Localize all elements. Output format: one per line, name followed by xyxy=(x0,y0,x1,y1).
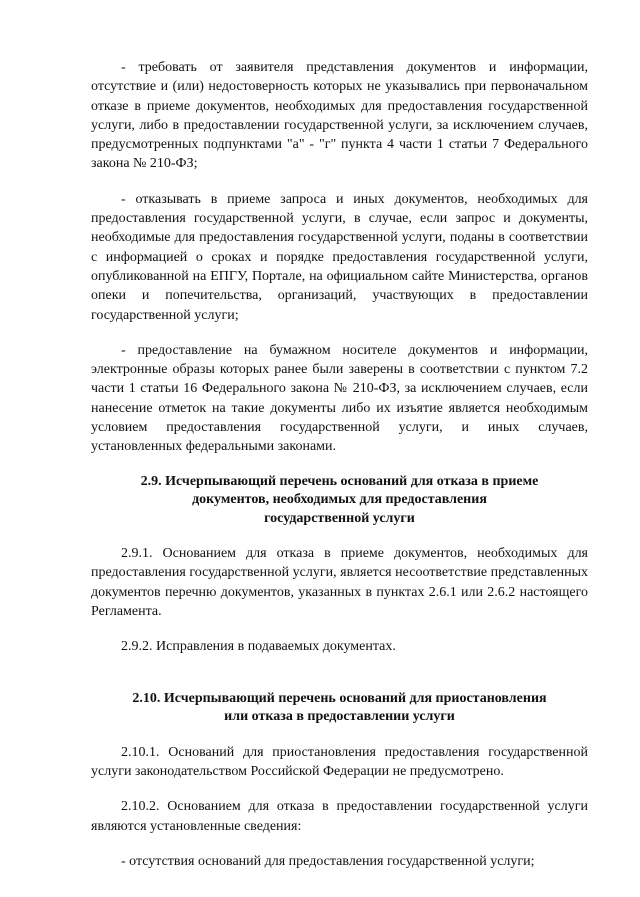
heading-2-10-line2: или отказа в предоставлении услуги xyxy=(224,709,455,725)
heading-2-9-line2: документов, необходимых для предоставления xyxy=(192,492,487,508)
heading-2-10-line1: 2.10. Исчерпывающий перечень оснований для приостановления xyxy=(132,690,547,706)
paragraph-2-9-1: 2.9.1. Основанием для отказа в приеме документов, необходимых для предоставления государственной услуги, является несоответствие представленных документов перечню документов, указанных в пунктах 2.6.1 или 2.6.2 настоящего Регламента. xyxy=(91,546,588,620)
heading-2-9-line3: государственной услуги xyxy=(264,510,415,526)
paragraph-2-10-1: 2.10.1. Оснований для приостановления предоставления государственной услуги законодательством Российской Федерации не предусмотрено. xyxy=(91,744,588,779)
paragraph-requirement-documents: - требовать от заявителя представления документов и информации, отсутствие и (или) недостоверность которых не указывались при первоначальном отказе в приеме документов, необходимых для предоставления государственной услуги, либо в предоставлении государственной услуги, за исключением случаев, предусмотренных подпунктами "а" - "г" пункта 4 части 1 статьи 7 Федерального закона № 210-ФЗ; xyxy=(91,60,588,172)
document-body xyxy=(91,58,588,871)
paragraph-2-10-2: 2.10.2. Основанием для отказа в предоставлении государственной услуги являются установленные сведения: xyxy=(91,799,588,834)
paragraph-paper-documents: - предоставление на бумажном носителе документов и информации, электронные образы которых ранее были заверены в соответствии с пунктом 7.2 части 1 статьи 16 Федерального закона № 210-ФЗ, за исключением случаев, если нанесение отметок на такие документы либо их изъятие является необходимым условием предоставления государственной услуги, и иных случаев, установленных федеральными законами. xyxy=(91,342,588,455)
section-heading-2-10 xyxy=(91,690,588,727)
section-heading-2-9 xyxy=(91,473,588,529)
heading-2-9-line1: 2.9. Исчерпывающий перечень оснований для отказа в приеме xyxy=(140,473,539,489)
paragraph-refuse-request: - отказывать в приеме запроса и иных документов, необходимых для предоставления государственной услуги, в случае, если запрос и документы, необходимые для предоставления государственной услуги, поданы в соответствии с информацией о сроках и порядке предоставления государственной услуги, опубликованной на ЕПГУ, Портале, на официальном сайте Министерства, органов опеки и попечительства, организаций, участвующих в предоставлении государственной услуги; xyxy=(91,191,588,323)
paragraph-2-9-2: 2.9.2. Исправления в подаваемых документах. xyxy=(121,639,396,655)
paragraph-no-grounds: - отсутствия оснований для предоставления государственной услуги; xyxy=(121,853,535,869)
